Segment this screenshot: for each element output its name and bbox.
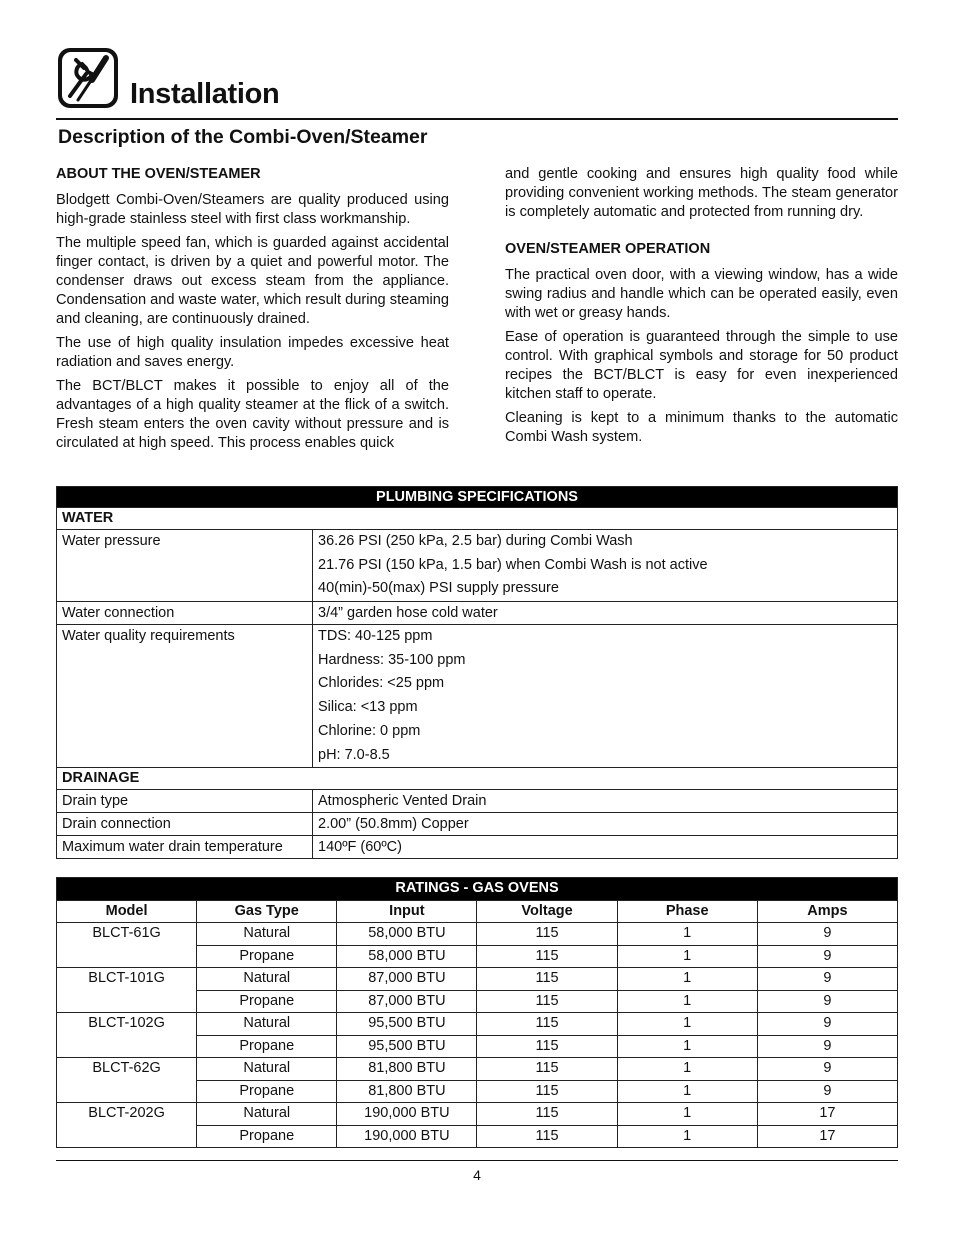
gas-oven-ratings-table — [56, 877, 898, 1148]
gas-cell: Natural — [197, 1103, 337, 1126]
voltage-cell: 115 — [477, 968, 617, 991]
table-row — [57, 530, 898, 602]
drain-connection-value: 2.00” (50.8mm) Copper — [313, 813, 898, 836]
ratings-body — [57, 923, 898, 1148]
water-quality-values: TDS: 40-125 ppm Hardness: 35-100 ppm Chlorides: <25 ppm Silica: <13 ppm Chlorine: 0 ppm pH: 7.0-8.5 — [313, 625, 898, 768]
operation-paragraph-2: Ease of operation is guaranteed through the simple to use control. With graphical symbols and storage for 50 product recipes the BCT/BLCT is easy for even inexperienced kitchen staff to operate. — [505, 329, 898, 402]
max-drain-temp-label: Maximum water drain temperature — [57, 836, 313, 859]
table-row — [57, 1103, 898, 1126]
water-pressure-values: 36.26 PSI (250 kPa, 2.5 bar) during Combi Wash 21.76 PSI (150 kPa, 1.5 bar) when Combi Wash is not active 40(min)-50(max) PSI supply pressure — [313, 530, 898, 602]
water-connection-value: 3/4” garden hose cold water — [313, 602, 898, 625]
voltage-cell: 115 — [477, 990, 617, 1013]
amps-cell: 17 — [757, 1125, 897, 1148]
phase-cell: 1 — [617, 1058, 757, 1081]
input-cell: 81,800 BTU — [337, 1058, 477, 1081]
phase-cell: 1 — [617, 1013, 757, 1036]
about-paragraph-2: The multiple speed fan, which is guarded against accidental finger contact, is driven by a quiet and powerful motor. The condenser draws out excess steam from the appliance. Condensation and waste water, which result during steaming and cleaning, are continuously drained. — [56, 235, 449, 327]
input-cell: 95,500 BTU — [337, 1035, 477, 1058]
model-cell: BLCT-62G — [57, 1058, 197, 1103]
water-group-heading: WATER — [57, 508, 898, 530]
column-header-model: Model — [57, 900, 197, 923]
operation-paragraph-1: The practical oven door, with a viewing window, has a wide swing radius and handle which can be operated easily, even with wet or greasy hands. — [505, 267, 898, 321]
gas-cell: Propane — [197, 945, 337, 968]
gas-cell: Natural — [197, 1013, 337, 1036]
table-row — [57, 1058, 898, 1081]
header-divider — [56, 118, 898, 120]
table-row — [57, 602, 898, 625]
input-cell: 87,000 BTU — [337, 968, 477, 991]
table-row — [57, 968, 898, 991]
voltage-cell: 115 — [477, 945, 617, 968]
input-cell: 87,000 BTU — [337, 990, 477, 1013]
input-cell: 190,000 BTU — [337, 1103, 477, 1126]
phase-cell: 1 — [617, 1125, 757, 1148]
about-heading: ABOUT THE OVEN/STEAMER — [56, 166, 261, 182]
input-cell: 58,000 BTU — [337, 923, 477, 946]
table-row — [57, 1013, 898, 1036]
water-quality-label: Water quality requirements — [57, 625, 313, 768]
amps-cell: 9 — [757, 1080, 897, 1103]
gas-cell: Propane — [197, 1125, 337, 1148]
page-number: 4 — [473, 1167, 481, 1183]
about-paragraph-1: Blodgett Combi-Oven/Steamers are quality produced using high-grade stainless steel with first class workmanship. — [56, 192, 449, 227]
voltage-cell: 115 — [477, 1013, 617, 1036]
input-cell: 95,500 BTU — [337, 1013, 477, 1036]
about-paragraph-3: The use of high quality insulation impedes excessive heat radiation and saves energy. — [56, 335, 449, 370]
water-pressure-label: Water pressure — [57, 530, 313, 602]
table-row — [57, 836, 898, 859]
phase-cell: 1 — [617, 945, 757, 968]
input-cell: 81,800 BTU — [337, 1080, 477, 1103]
about-paragraph-4-continued: and gentle cooking and ensures high quality food while providing convenient working methods. The steam generator is completely automatic and protected from running dry. — [505, 166, 898, 220]
column-header-phase: Phase — [617, 900, 757, 923]
plumbing-table-title: PLUMBING SPECIFICATIONS — [57, 487, 898, 508]
table-row — [57, 923, 898, 946]
wrench-screwdriver-icon — [56, 46, 120, 110]
drainage-group-heading: DRAINAGE — [57, 768, 898, 790]
drain-type-value: Atmospheric Vented Drain — [313, 790, 898, 813]
voltage-cell: 115 — [477, 1103, 617, 1126]
gas-cell: Natural — [197, 968, 337, 991]
gas-cell: Natural — [197, 923, 337, 946]
column-header-amps: Amps — [757, 900, 897, 923]
model-cell: BLCT-102G — [57, 1013, 197, 1058]
text-column-right — [505, 165, 898, 452]
max-drain-temp-value: 140ºF (60ºC) — [313, 836, 898, 859]
table-row — [57, 790, 898, 813]
column-header-gas-type: Gas Type — [197, 900, 337, 923]
amps-cell: 9 — [757, 990, 897, 1013]
amps-cell: 17 — [757, 1103, 897, 1126]
gas-cell: Propane — [197, 990, 337, 1013]
input-cell: 58,000 BTU — [337, 945, 477, 968]
input-cell: 190,000 BTU — [337, 1125, 477, 1148]
gas-cell: Propane — [197, 1035, 337, 1058]
voltage-cell: 115 — [477, 1058, 617, 1081]
amps-cell: 9 — [757, 1035, 897, 1058]
phase-cell: 1 — [617, 923, 757, 946]
page-header — [56, 44, 898, 120]
page-title: Installation — [130, 78, 280, 110]
drain-type-label: Drain type — [57, 790, 313, 813]
amps-cell: 9 — [757, 923, 897, 946]
column-header-input: Input — [337, 900, 477, 923]
column-header-voltage: Voltage — [477, 900, 617, 923]
footer-divider — [56, 1160, 898, 1161]
text-column-left — [56, 165, 449, 458]
model-cell: BLCT-101G — [57, 968, 197, 1013]
operation-heading: OVEN/STEAMER OPERATION — [505, 241, 711, 257]
section-title: Description of the Combi-Oven/Steamer — [58, 126, 428, 148]
about-paragraph-4: The BCT/BLCT makes it possible to enjoy all of the advantages of a high quality steamer at the flick of a switch. Fresh steam enters the oven cavity without pressure and is circulated at high speed. This process enables quick — [56, 378, 449, 451]
phase-cell: 1 — [617, 968, 757, 991]
phase-cell: 1 — [617, 1080, 757, 1103]
amps-cell: 9 — [757, 968, 897, 991]
amps-cell: 9 — [757, 1013, 897, 1036]
plumbing-specifications-table — [56, 486, 898, 859]
phase-cell: 1 — [617, 990, 757, 1013]
phase-cell: 1 — [617, 1103, 757, 1126]
voltage-cell: 115 — [477, 1035, 617, 1058]
water-connection-label: Water connection — [57, 602, 313, 625]
voltage-cell: 115 — [477, 1080, 617, 1103]
phase-cell: 1 — [617, 1035, 757, 1058]
voltage-cell: 115 — [477, 1125, 617, 1148]
drain-connection-label: Drain connection — [57, 813, 313, 836]
gas-cell: Natural — [197, 1058, 337, 1081]
gas-cell: Propane — [197, 1080, 337, 1103]
voltage-cell: 115 — [477, 923, 617, 946]
model-cell: BLCT-202G — [57, 1103, 197, 1148]
operation-paragraph-3: Cleaning is kept to a minimum thanks to the automatic Combi Wash system. — [505, 410, 898, 445]
model-cell: BLCT-61G — [57, 923, 197, 968]
table-row — [57, 813, 898, 836]
amps-cell: 9 — [757, 945, 897, 968]
table-row — [57, 625, 898, 768]
amps-cell: 9 — [757, 1058, 897, 1081]
ratings-table-title: RATINGS - GAS OVENS — [57, 878, 898, 901]
